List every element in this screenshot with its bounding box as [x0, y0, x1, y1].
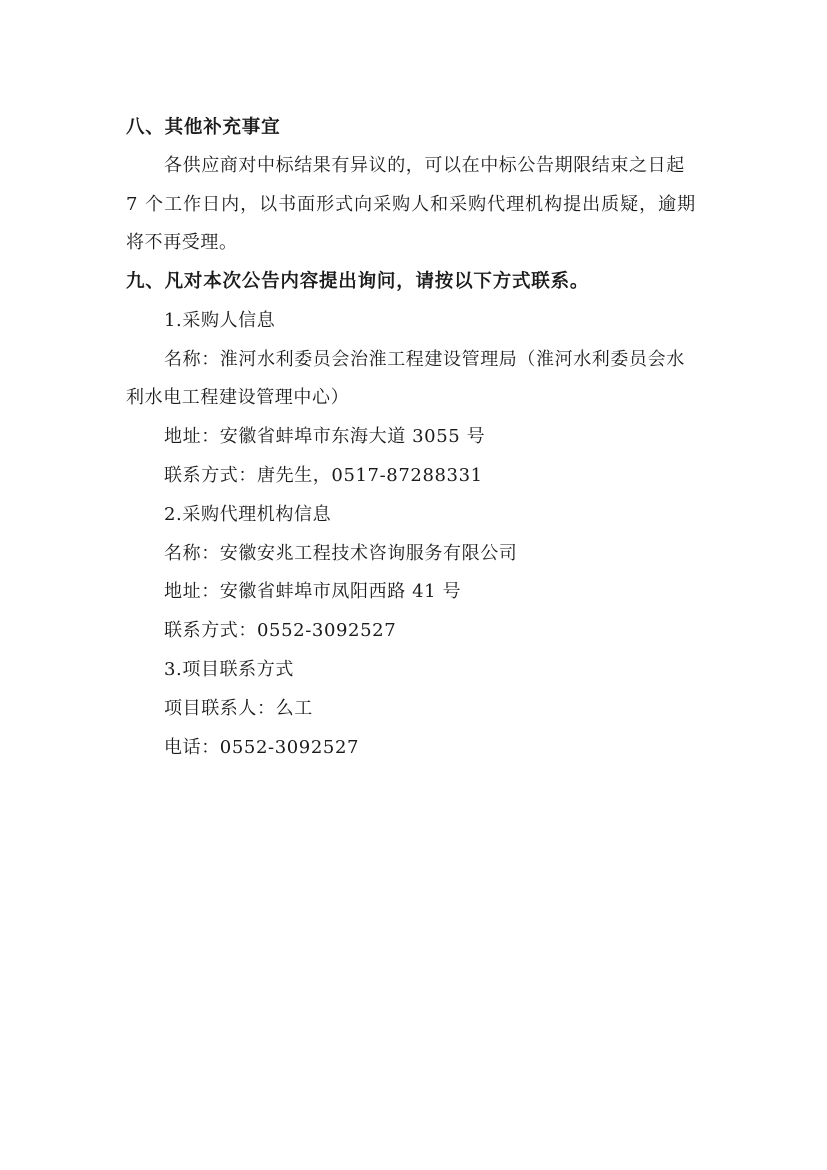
agency-info-title: 2.采购代理机构信息: [164, 504, 332, 525]
section-8-heading: 八、其他补充事宜: [126, 117, 281, 138]
purchaser-name-line-2: 利水电工程建设管理中心）: [126, 387, 350, 408]
section-9-heading: 九、凡对本次公告内容提出询问，请按以下方式联系。: [126, 271, 590, 292]
section-8-paragraph-line-3: 将不再受理。: [126, 232, 238, 253]
project-contact-person: 项目联系人：么工: [164, 698, 313, 719]
section-8-paragraph-line-2: 7 个工作日内，以书面形式向采购人和采购代理机构提出质疑，逾期: [126, 194, 697, 215]
project-contact-title: 3.项目联系方式: [164, 659, 294, 680]
project-contact-phone: 电话：0552-3092527: [164, 737, 360, 758]
agency-name: 名称：安徽安兆工程技术咨询服务有限公司: [164, 543, 518, 564]
agency-address: 地址：安徽省蚌埠市凤阳西路 41 号: [164, 581, 462, 602]
section-8-paragraph-line-1: 各供应商对中标结果有异议的，可以在中标公告期限结束之日起: [164, 155, 685, 176]
agency-contact: 联系方式：0552-3092527: [164, 620, 397, 641]
purchaser-info-title: 1.采购人信息: [164, 310, 276, 331]
purchaser-contact: 联系方式：唐先生，0517-87288331: [164, 465, 483, 486]
purchaser-name-line-1: 名称：淮河水利委员会治淮工程建设管理局（淮河水利委员会水: [164, 349, 685, 370]
purchaser-address: 地址：安徽省蚌埠市东海大道 3055 号: [164, 426, 486, 447]
